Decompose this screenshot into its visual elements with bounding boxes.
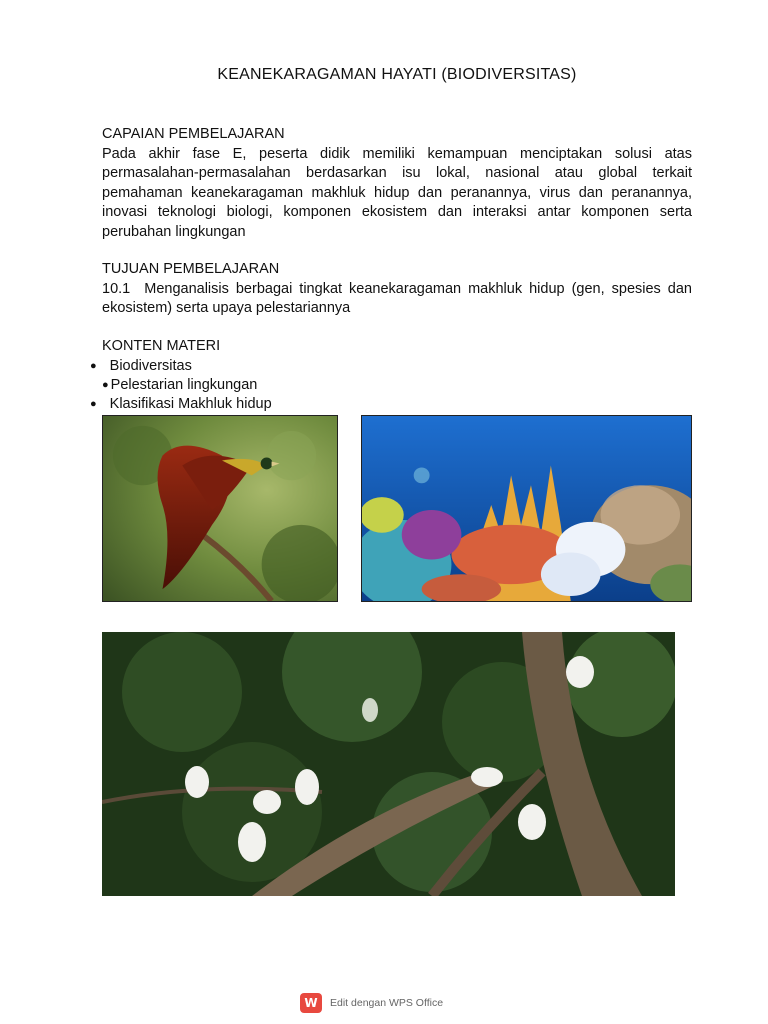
bird-of-paradise-image: [102, 415, 338, 602]
bullet-icon: ●: [102, 379, 109, 391]
tujuan-paragraph: 10.1 Menganalisis berbagai tingkat keanekaragaman makhluk hidup (gen, spesies dan ekosistem) serta upaya pelestariannya: [102, 281, 697, 317]
wps-footer[interactable]: [300, 992, 443, 1014]
list-item-label: Biodiversitas: [109, 358, 192, 374]
tujuan-heading: TUJUAN PEMBELAJARAN: [102, 261, 280, 277]
list-item: [90, 395, 272, 414]
bali-starlings-illustration: [102, 632, 675, 896]
list-item: [90, 357, 192, 376]
coral-reef-image: [361, 415, 692, 602]
coral-reef-illustration: [362, 416, 691, 601]
capaian-paragraph: Pada akhir fase E, peserta didik memiliki kemampuan menciptakan solusi atas permasalahan-permasalahan berdasarkan isu lokal, nasional atau global terkait pemahaman keanekaragaman makhluk hidup dan peranannya, virus dan peranannya, inovasi teknologi biologi, komponen ekosistem dan interaksi antar komponen serta perubahan lingkungan: [102, 146, 692, 240]
bullet-icon: ●: [90, 398, 97, 410]
wps-logo-icon: W: [300, 993, 322, 1013]
bali-starlings-image: [102, 632, 675, 896]
list-item: [102, 376, 257, 395]
konten-heading: KONTEN MATERI: [102, 338, 221, 354]
page-title: KEANEKARAGAMAN HAYATI (BIODIVERSITAS): [217, 66, 577, 83]
wps-edit-link[interactable]: Edit dengan WPS Office: [330, 997, 444, 1009]
capaian-heading: CAPAIAN PEMBELAJARAN: [102, 126, 285, 142]
list-item-label: Klasifikasi Makhluk hidup: [109, 396, 272, 412]
list-item-label: Pelestarian lingkungan: [110, 377, 258, 393]
bullet-icon: ●: [90, 360, 97, 372]
bird-of-paradise-illustration: [103, 416, 337, 601]
